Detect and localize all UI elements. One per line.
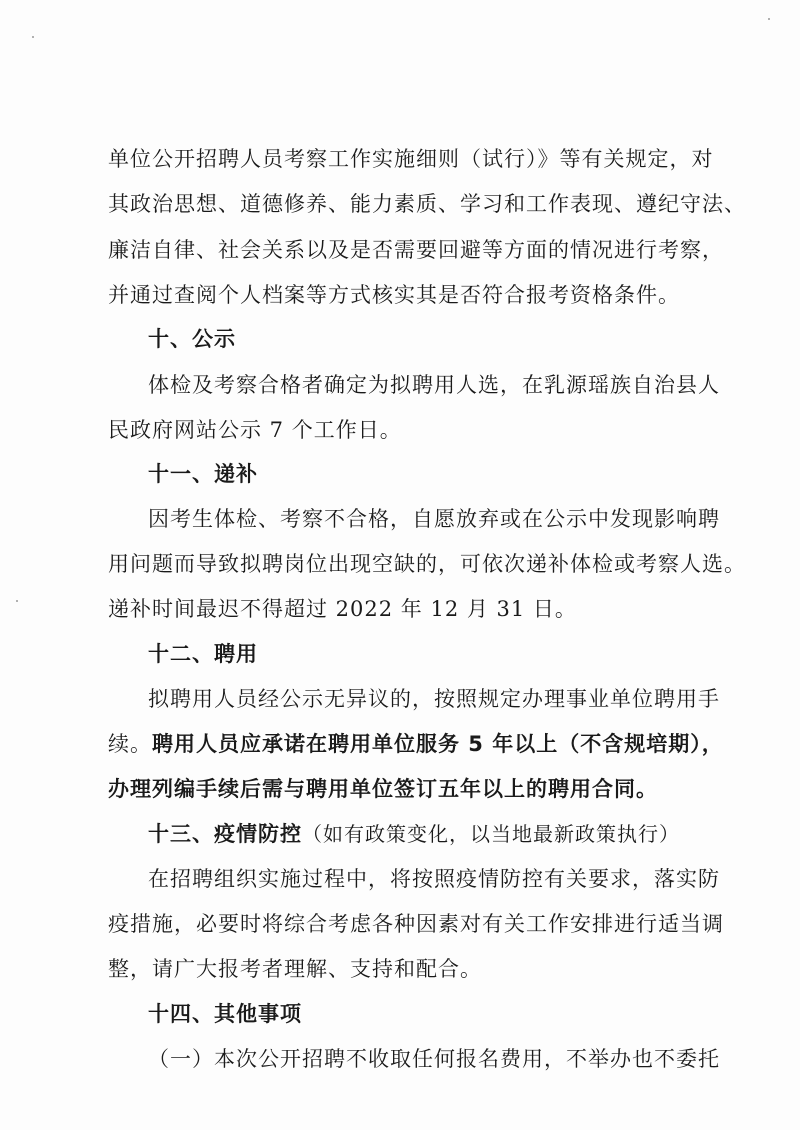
paragraph-line: 用问题而导致拟聘岗位出现空缺的，可依次递补体检或考察人选。 (108, 552, 746, 576)
text-bold: 聘用人员应承诺在聘用单位服务 5 年以上（不含规培期）， (152, 732, 724, 756)
section-heading-publicity: 十、公示 (148, 327, 236, 351)
paragraph-line: 在招聘组织实施过程中，将按照疫情防控有关要求，落实防 (148, 867, 720, 891)
paragraph-line: （一）本次公开招聘不收取任何报名费用，不举办也不委托 (148, 1047, 720, 1071)
heading-note: （如有政策变化，以当地最新政策执行） (302, 822, 680, 846)
paragraph-line: 整，请广大报考者理解、支持和配合。 (108, 957, 482, 981)
paragraph-line: 廉洁自律、社会关系以及是否需要回避等方面的情况进行考察， (108, 238, 724, 262)
paragraph-line: 疫措施，必要时将综合考虑各种因素对有关工作安排进行适当调 (108, 912, 724, 936)
paragraph-line-bold: 办理列编手续后需与聘用单位签订五年以上的聘用合同。 (108, 777, 658, 801)
paragraph-line: 其政治思想、道德修养、能力素质、学习和工作表现、遵纪守法、 (108, 192, 746, 216)
section-heading-employment: 十二、聘用 (148, 642, 258, 666)
section-heading-epidemic: 十三、疫情防控 (148, 822, 302, 846)
scan-speck (768, 18, 770, 20)
section-heading-line (148, 819, 680, 849)
paragraph-line: 因考生体检、考察不合格，自愿放弃或在公示中发现影响聘 (148, 507, 720, 531)
text-normal: 续。 (108, 732, 152, 756)
paragraph-line: 并通过查阅个人档案等方式核实其是否符合报考资格条件。 (108, 283, 680, 307)
scan-speck (32, 36, 34, 38)
scan-speck (16, 600, 18, 602)
paragraph-line: 单位公开招聘人员考察工作实施细则（试行）》等有关规定，对 (108, 147, 714, 171)
paragraph-line: 拟聘用人员经公示无异议的，按照规定办理事业单位聘用手 (148, 687, 720, 711)
paragraph-line (108, 729, 724, 759)
paragraph-line: 民政府网站公示 7 个工作日。 (108, 418, 402, 442)
section-heading-other: 十四、其他事项 (148, 1002, 302, 1026)
paragraph-line: 体检及考察合格者确定为拟聘用人选，在乳源瑶族自治县人 (148, 373, 720, 397)
section-heading-substitution: 十一、递补 (148, 462, 258, 486)
paragraph-line: 递补时间最迟不得超过 2022 年 12 月 31 日。 (108, 597, 577, 621)
